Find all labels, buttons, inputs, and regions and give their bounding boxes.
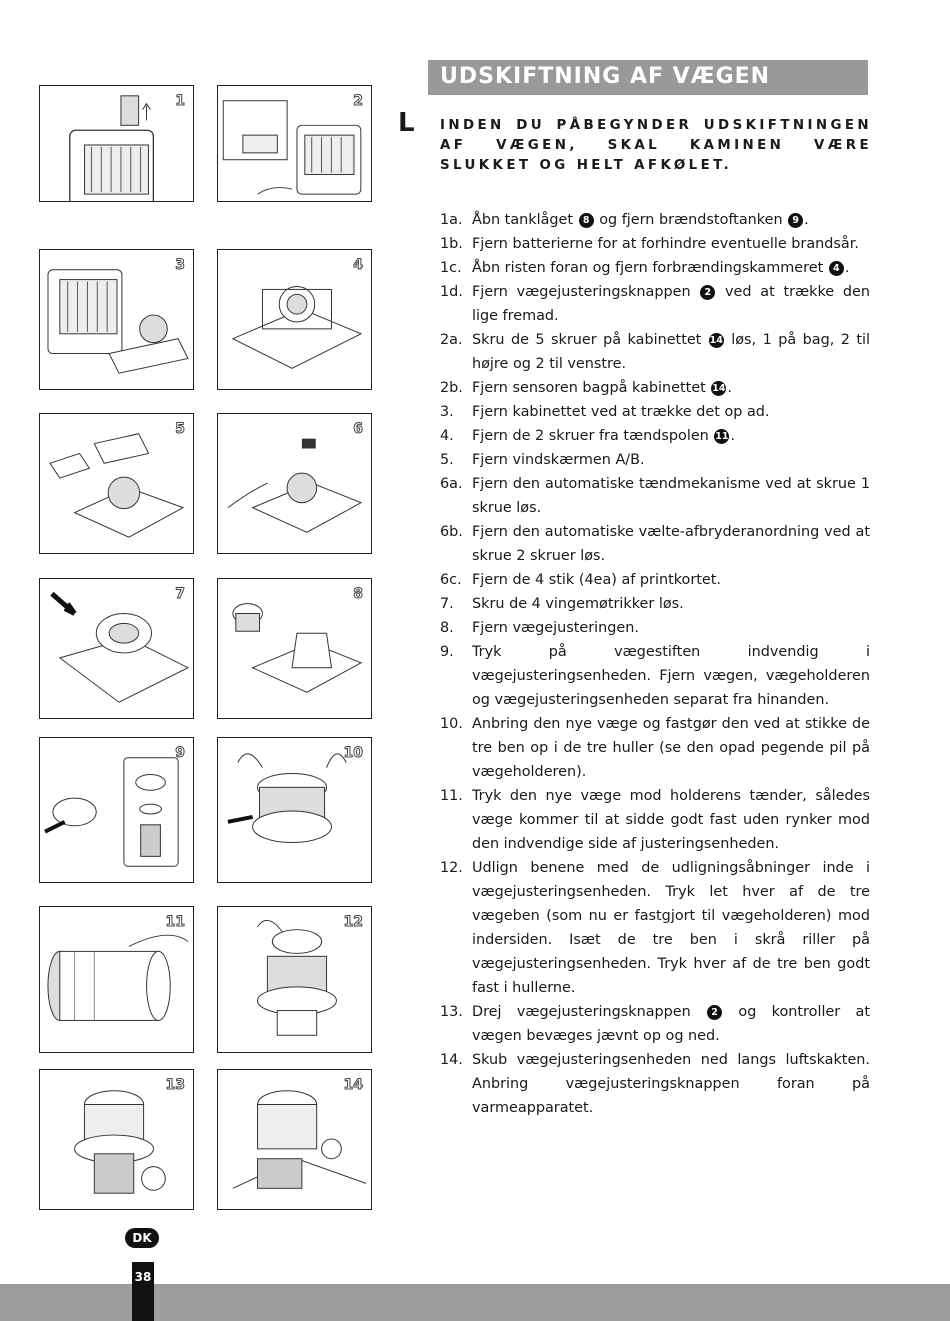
step-text-segment: Tryk på vægestiften indvendig i vægejusteringsenheden. Fjern vægen, vægeholderen og vægejusteringsenheden separat fra hinanden.: [472, 644, 870, 708]
figure-illustration: [218, 250, 371, 389]
figure-1: [39, 85, 194, 202]
step-text: [472, 856, 870, 1000]
step-number: 1a.: [440, 212, 463, 228]
step-text-segment: Åbn risten foran og fjern forbrændingskammeret: [472, 260, 828, 276]
step-text-segment: Udlign benene med de udligningsåbninger inde i vægejusteringsenheden. Tryk let hver af de tre vægeben (som nu er fastgjort til vægeholderen) mod indersiden. Isæt de tre ben i skrå riller på vægejusteringsenheden. Tryk hver af de tre ben godt fast i hullerne.: [472, 860, 870, 996]
figure-illustration: [40, 738, 193, 882]
figure-11: [39, 906, 194, 1053]
figure-4: [217, 249, 372, 390]
step-number: 12.: [440, 860, 463, 876]
step-item: [440, 424, 870, 448]
step-text-segment: .: [727, 380, 732, 396]
instruction-steps: [440, 208, 870, 1120]
figure-illustration: [40, 250, 193, 389]
figure-8: [217, 578, 372, 719]
step-text: [472, 448, 870, 472]
figure-illustration: [218, 414, 371, 553]
step-item: [440, 568, 870, 592]
figure-illustration: [40, 579, 193, 718]
step-number: 10.: [440, 716, 463, 732]
step-item: [440, 328, 870, 376]
step-text-segment: Fjern vægejusteringsknappen: [472, 284, 700, 300]
step-text: [472, 376, 870, 400]
step-text-segment: .: [730, 428, 735, 444]
step-text: [472, 520, 870, 568]
step-item: [440, 592, 870, 616]
step-text-segment: Fjern de 2 skruer fra tændspolen: [472, 428, 714, 444]
page-number: 38: [134, 1270, 152, 1284]
step-text: [472, 592, 870, 616]
figure-number: 2: [353, 93, 363, 109]
figure-3: [39, 249, 194, 390]
step-text: [472, 640, 870, 712]
figure-illustration: [40, 414, 193, 553]
figure-5: [39, 413, 194, 554]
page-number-tab: [132, 1262, 154, 1321]
figure-12: [217, 906, 372, 1053]
step-item: [440, 1000, 870, 1048]
step-text: [472, 616, 870, 640]
step-text-segment: .: [804, 212, 809, 228]
step-item: [440, 232, 870, 256]
step-item: [440, 784, 870, 856]
step-number: 11.: [440, 788, 463, 804]
figure-number: 10: [343, 745, 363, 761]
step-text-segment: løs, 1 på bag, 2 til højre og 2 til venstre.: [472, 332, 870, 372]
safety-warning: INDEN DU PÅBEGYNDER UDSKIFTNINGEN AF VÆGEN, SKAL KAMINEN VÆRE SLUKKET OG HELT AFKØLET.: [440, 118, 872, 173]
step-text-segment: Fjern de 4 stik (4ea) af printkortet.: [472, 572, 721, 588]
step-text: [472, 328, 870, 376]
step-text-segment: Drej vægejusteringsknappen: [472, 1004, 707, 1020]
step-item: [440, 712, 870, 784]
step-text-segment: .: [844, 260, 850, 276]
step-text: [472, 256, 870, 280]
step-text-segment: Fjern vindskærmen A/B.: [472, 452, 645, 468]
step-number: 1b.: [440, 236, 463, 252]
step-text-segment: Fjern batterierne for at forhindre eventuelle brandsår.: [472, 236, 859, 252]
part-number-badge: 8: [579, 213, 594, 228]
step-text: [472, 1048, 870, 1120]
step-text-segment: Skru de 4 vingemøtrikker løs.: [472, 596, 684, 612]
step-text-segment: Anbring den nye væge og fastgør den ved at stikke de tre ben op i de tre huller (se den opad pegende pil på vægeholderen).: [472, 716, 870, 780]
part-number-badge: 14: [712, 383, 726, 394]
step-text-segment: ved at trække den lige fremad.: [472, 284, 870, 324]
step-text-segment: Fjern den automatiske tændmekanisme ved at skrue 1 skrue løs.: [472, 476, 870, 516]
step-text-segment: og kontroller at vægen bevæges jævnt op og ned.: [472, 1004, 870, 1044]
figure-number: 13: [165, 1077, 185, 1093]
step-text: [472, 568, 870, 592]
figure-number: 12: [343, 914, 363, 930]
figure-6: [217, 413, 372, 554]
figure-illustration: [218, 579, 371, 718]
figure-illustration: [218, 86, 371, 201]
step-text: [472, 1000, 870, 1048]
step-item: [440, 520, 870, 568]
step-item: [440, 856, 870, 1000]
step-number: 6b.: [440, 524, 463, 540]
step-item: [440, 1048, 870, 1120]
step-text: [472, 280, 870, 328]
step-text: [472, 472, 870, 520]
figure-illustration: [40, 86, 193, 201]
step-number: 9.: [440, 644, 454, 660]
step-number: 3.: [440, 404, 454, 420]
figure-number: 3: [175, 257, 185, 273]
figure-number: 9: [175, 745, 185, 761]
figure-number: 14: [343, 1077, 363, 1093]
step-number: 13.: [440, 1004, 463, 1020]
step-number: 6a.: [440, 476, 463, 492]
step-number: 8.: [440, 620, 454, 636]
step-item: [440, 208, 870, 232]
step-number: 1d.: [440, 284, 463, 300]
step-number: 5.: [440, 452, 454, 468]
step-text-segment: Fjern vægejusteringen.: [472, 620, 639, 636]
section-title: UDSKIFTNING AF VÆGEN: [440, 64, 771, 89]
section-letter: L: [398, 108, 415, 138]
step-number: 4.: [440, 428, 454, 444]
step-text-segment: Skub vægejusteringsenheden ned langs luftskakten. Anbring vægejusteringsknappen foran på varmeapparatet.: [472, 1052, 870, 1116]
step-text-segment: Åbn tanklåget: [472, 212, 578, 228]
part-number-badge: 14: [709, 335, 723, 346]
step-number: 1c.: [440, 260, 462, 276]
step-item: [440, 616, 870, 640]
step-text-segment: Fjern kabinettet ved at trække det op ad.: [472, 404, 770, 420]
step-text: [472, 208, 870, 232]
step-text-segment: Skru de 5 skruer på kabinettet: [472, 332, 708, 348]
section-title-bar: [428, 60, 868, 95]
step-item: [440, 256, 870, 280]
step-item: [440, 280, 870, 328]
step-text: [472, 784, 870, 856]
figure-number: 5: [175, 421, 185, 437]
figure-10: [217, 737, 372, 883]
step-number: 2a.: [440, 332, 463, 348]
step-item: [440, 472, 870, 520]
part-number-badge: 11: [715, 431, 729, 442]
part-number-badge: 2: [707, 1005, 722, 1020]
part-number-badge: 2: [700, 285, 715, 300]
figure-2: [217, 85, 372, 202]
figure-number: 1: [175, 93, 185, 109]
language-badge: DK: [125, 1228, 159, 1248]
step-item: [440, 376, 870, 400]
figure-number: 6: [353, 421, 363, 437]
figure-7: [39, 578, 194, 719]
step-text: [472, 232, 870, 256]
step-text-segment: Tryk den nye væge mod holderens tænder, således væge kommer til at sidde godt fast uden rynker mod den indvendige side af justeringsenheden.: [472, 788, 870, 852]
figure-number: 4: [353, 257, 363, 273]
figure-13: [39, 1069, 194, 1210]
step-item: [440, 448, 870, 472]
figure-number: 11: [165, 914, 185, 930]
step-number: 2b.: [440, 380, 463, 396]
step-text: [472, 400, 870, 424]
figure-9: [39, 737, 194, 883]
step-text-segment: Fjern den automatiske vælte-afbryderanordning ved at skrue 2 skruer løs.: [472, 524, 870, 564]
step-text-segment: og fjern brændstoftanken: [594, 212, 788, 228]
step-item: [440, 400, 870, 424]
step-number: 14.: [440, 1052, 463, 1068]
part-number-badge: 9: [788, 213, 803, 228]
step-text-segment: Fjern sensoren bagpå kabinettet: [472, 380, 711, 396]
figure-number: 8: [353, 586, 363, 602]
figure-number: 7: [175, 586, 185, 602]
step-number: 7.: [440, 596, 454, 612]
step-item: [440, 640, 870, 712]
figure-14: [217, 1069, 372, 1210]
step-number: 6c.: [440, 572, 462, 588]
step-text: [472, 712, 870, 784]
part-number-badge: 4: [829, 261, 844, 276]
step-text: [472, 424, 870, 448]
